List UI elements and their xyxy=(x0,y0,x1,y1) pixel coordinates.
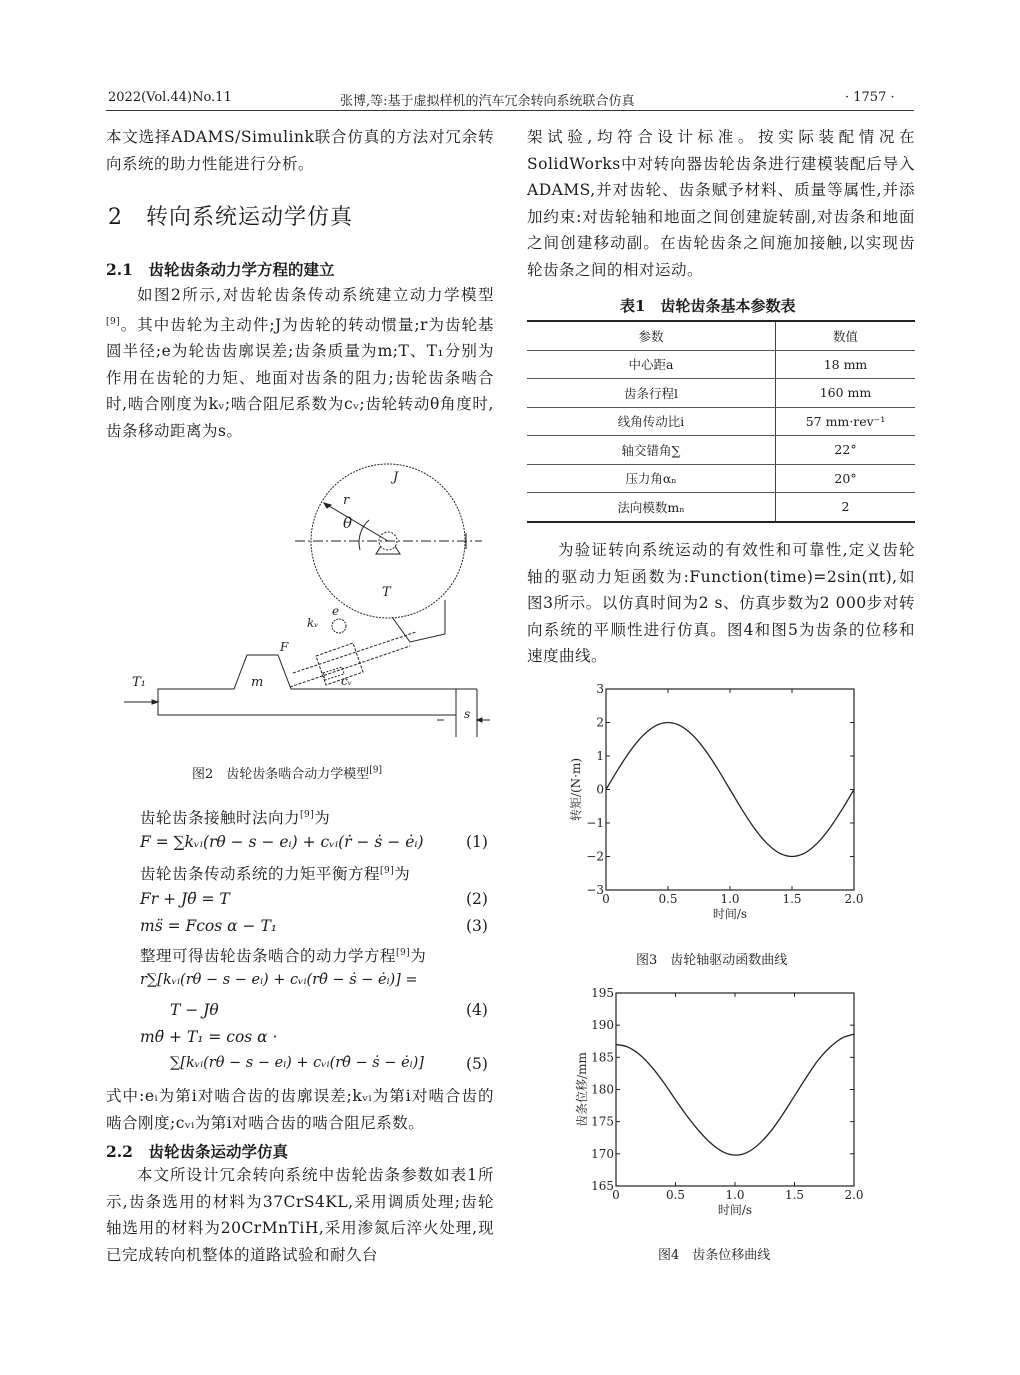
table-cell: 20° xyxy=(776,464,916,493)
label-cv: cᵥ xyxy=(341,674,353,688)
paragraph-2-1 xyxy=(106,282,494,444)
paragraph-continued xyxy=(527,124,915,283)
y-tick-label: 1 xyxy=(596,749,604,763)
paragraph-2-2 xyxy=(106,1162,494,1268)
y-tick-label: 2 xyxy=(596,715,604,730)
table-cell: 齿条行程l xyxy=(527,379,776,408)
citation-9: [9] xyxy=(106,316,121,327)
fig2-caption-text: 图2 齿轮齿条啮合动力学模型 xyxy=(192,767,370,782)
label-T: T xyxy=(382,585,391,600)
error-circle xyxy=(332,619,346,633)
label-T1: T₁ xyxy=(132,675,146,690)
x-axis-label: 时间/s xyxy=(717,1203,753,1217)
eq-intro-2-text: 齿轮齿条传动系统的力矩平衡方程 xyxy=(140,865,381,883)
y-tick-label: 3 xyxy=(596,682,604,696)
x-tick-label: 0 xyxy=(612,1188,620,1202)
table-1 xyxy=(527,320,915,523)
y-tick-label: 170 xyxy=(591,1146,614,1161)
y-tick-label: 190 xyxy=(591,1018,614,1033)
figure-4-chart xyxy=(560,980,880,1225)
label-kv: kᵥ xyxy=(307,616,319,630)
table-1-title: 表1 齿轮齿条基本参数表 xyxy=(620,297,796,315)
label-r: r xyxy=(343,493,350,508)
intro-paragraph xyxy=(106,124,494,177)
y-axis-label: 转矩/(N·m) xyxy=(569,757,583,822)
header-rule xyxy=(106,110,914,111)
table-header-param: 参数 xyxy=(527,321,776,350)
equation-2-number: (2) xyxy=(466,890,488,908)
figure-2-caption xyxy=(192,763,382,782)
x-tick-label: 0.5 xyxy=(658,892,678,906)
x-tick-label: 1.5 xyxy=(784,1188,805,1202)
equation-5-line-2: ∑[kᵥᵢ(rθ − s − eᵢ) + cᵥᵢ(rθ̇ − ṡ − ėᵢ)] xyxy=(170,1055,424,1071)
eq-intro-1-text: 齿轮齿条接触时法向力 xyxy=(140,809,301,827)
table-cell: 中心距a xyxy=(527,350,776,379)
equation-4-line-2: T − Jθ xyxy=(170,1001,219,1019)
eq-intro-1-tail: 为 xyxy=(314,809,331,827)
x-axis-label: 时间/s xyxy=(712,907,748,921)
equation-3: ms̈ = Fcos α − T₁ xyxy=(140,917,278,935)
eq-intro-3 xyxy=(140,944,426,966)
y-tick-label: 195 xyxy=(591,986,614,1000)
x-tick-label: 1.0 xyxy=(720,892,740,906)
y-tick-label: −2 xyxy=(586,849,604,864)
table-row xyxy=(527,436,915,465)
figure-3-chart xyxy=(560,676,880,926)
label-F: F xyxy=(280,640,289,654)
table-row xyxy=(527,379,915,408)
equation-4-number: (4) xyxy=(466,1001,488,1019)
fig2-citation: [9] xyxy=(369,765,383,776)
radius-arrow xyxy=(324,503,331,508)
figure-2-diagram xyxy=(110,455,490,745)
table-cell: 57 mm·rev⁻¹ xyxy=(776,407,916,436)
y-tick-label: 180 xyxy=(591,1082,614,1097)
eq-intro-3-citation: [9] xyxy=(396,947,411,958)
p-cont-text: 架试验,均符合设计标准。按实际装配情况在SolidWorks中对转向器齿轮齿条进行建模装配后导入ADAMS,并对齿轮、齿条赋予材料、质量等属性,并添加约束:对齿轮轴和地面之间创建旋转副,对齿条和地面之间创建移动副。在齿轮齿条之间施加接触,以实现齿轮齿条之间的相对运动。 xyxy=(527,128,915,279)
series-line xyxy=(616,1034,854,1155)
force-line-upper xyxy=(293,632,416,673)
paragraph-verify xyxy=(527,537,915,670)
table-cell: 压力角αₙ xyxy=(527,464,776,493)
gear-tooth-contact xyxy=(392,600,445,642)
p22-text: 本文所设计冗余转向系统中齿轮齿条参数如表1所示,齿条选用的材料为37CrS4KL,采用调质处理;齿轮轴选用的材料为20CrMnTiH,采用渗氮后淬火处理,现已完成转向机整体的道路试验和耐久台 xyxy=(106,1166,494,1264)
label-s: s xyxy=(464,707,471,721)
y-tick-label: 165 xyxy=(591,1179,614,1193)
table-cell: 线角传动比i xyxy=(527,407,776,436)
equation-2: Fr + Jθ̈ = T xyxy=(140,890,230,908)
table-header-row xyxy=(527,321,915,350)
table-cell: 2 xyxy=(776,493,916,522)
y-tick-label: 175 xyxy=(591,1114,614,1129)
eq-intro-1 xyxy=(140,806,330,828)
label-theta: θ xyxy=(343,514,353,532)
table-cell: 18 mm xyxy=(776,350,916,379)
where-paragraph xyxy=(106,1083,494,1136)
table-cell: 22° xyxy=(776,436,916,465)
where-text: 式中:eᵢ为第i对啮合齿的齿廓误差;kᵥᵢ为第i对啮合齿的啮合刚度;cᵥᵢ为第i对啮合齿的啮合阻尼系数。 xyxy=(106,1087,494,1132)
p21-text-b: 。其中齿轮为主动件;J为齿轮的转动惯量;r为齿轮基圆半径;e为轮齿齿廓误差;齿条质量为m;T、T₁分别为作用在齿轮的力矩、地面对齿条的阻力;齿轮齿条啮合时,啮合刚度为kᵥ;啮合阻尼系数为cᵥ;齿轮转动θ角度时,齿条移动距离为s。 xyxy=(106,315,494,440)
series-line xyxy=(606,723,854,857)
label-J: J xyxy=(393,470,399,485)
radius-line xyxy=(324,503,388,541)
figure-3-caption: 图3 齿轮轴驱动函数曲线 xyxy=(636,953,788,968)
header-title: 张博,等:基于虚拟样机的汽车冗余转向系统联合仿真 xyxy=(340,94,635,109)
equation-1: F = ∑kᵥᵢ(rθ − s − eᵢ) + cᵥᵢ(ṙ − ṡ − ėᵢ) xyxy=(140,833,424,851)
equation-3-number: (3) xyxy=(466,917,488,935)
y-tick-label: −3 xyxy=(586,883,604,897)
equation-5-line-1: mθ̈ + T₁ = cos α · xyxy=(140,1028,278,1046)
x-tick-label: 1.5 xyxy=(782,892,802,906)
section-2-title: 2 转向系统运动学仿真 xyxy=(108,205,353,230)
table-cell: 法向模数mₙ xyxy=(527,493,776,522)
x-tick-label: 0 xyxy=(602,892,610,906)
table-row xyxy=(527,493,915,522)
y-axis-label: 齿条位移/mm xyxy=(575,1052,589,1127)
plot-frame xyxy=(616,993,854,1186)
eq-intro-3-text: 整理可得齿轮齿条啮合的动力学方程 xyxy=(140,947,397,965)
header-page: · 1757 · xyxy=(845,90,895,105)
y-tick-label: 0 xyxy=(596,782,604,797)
x-tick-label: 0.5 xyxy=(665,1188,686,1202)
table-row xyxy=(527,407,915,436)
table-cell: 轴交错角∑ xyxy=(527,436,776,465)
equation-5-number: (5) xyxy=(466,1055,488,1073)
p21-text-a: 如图2所示,对齿轮齿条传动系统建立动力学模型 xyxy=(137,286,494,304)
eq-intro-2-tail: 为 xyxy=(394,865,411,883)
header-issue: 2022(Vol.44)No.11 xyxy=(108,90,232,105)
p-verify-text: 为验证转向系统运动的有效性和可靠性,定义齿轮轴的驱动力矩函数为:Function(time)=2sin(πt),如图3所示。以仿真时间为2 s、仿真步数为2 000步对转向系统的平顺性进行仿真。图4和图5为齿条的位移和速度曲线。 xyxy=(527,541,915,665)
table-row xyxy=(527,350,915,379)
eq-intro-2 xyxy=(140,862,410,884)
x-tick-label: 2.0 xyxy=(844,1188,864,1202)
label-e: e xyxy=(332,604,340,618)
equation-4-line-1: r∑[kᵥᵢ(rθ − s − eᵢ) + cᵥᵢ(rθ̇ − ṡ − ėᵢ)] = xyxy=(140,972,418,988)
table-header-value: 数值 xyxy=(776,321,916,350)
x-tick-label: 1.0 xyxy=(725,1188,745,1202)
rack-body xyxy=(158,655,456,715)
y-tick-label: −1 xyxy=(586,816,604,830)
equation-1-number: (1) xyxy=(466,833,488,851)
table-cell: 160 mm xyxy=(776,379,916,408)
figure-4-caption: 图4 齿条位移曲线 xyxy=(658,1248,771,1263)
eq-intro-3-tail: 为 xyxy=(410,947,427,965)
subsection-2-2-title: 2.2 齿轮齿条运动学仿真 xyxy=(106,1142,288,1161)
eq-intro-2-citation: [9] xyxy=(380,865,395,876)
eq-intro-1-citation: [9] xyxy=(300,809,315,820)
subsection-2-1-title: 2.1 齿轮齿条动力学方程的建立 xyxy=(106,260,335,279)
table-row xyxy=(527,464,915,493)
x-tick-label: 2.0 xyxy=(844,892,864,906)
intro-text: 本文选择ADAMS/Simulink联合仿真的方法对冗余转向系统的助力性能进行分析。 xyxy=(106,128,494,173)
label-m: m xyxy=(251,675,264,690)
y-tick-label: 185 xyxy=(591,1050,614,1065)
